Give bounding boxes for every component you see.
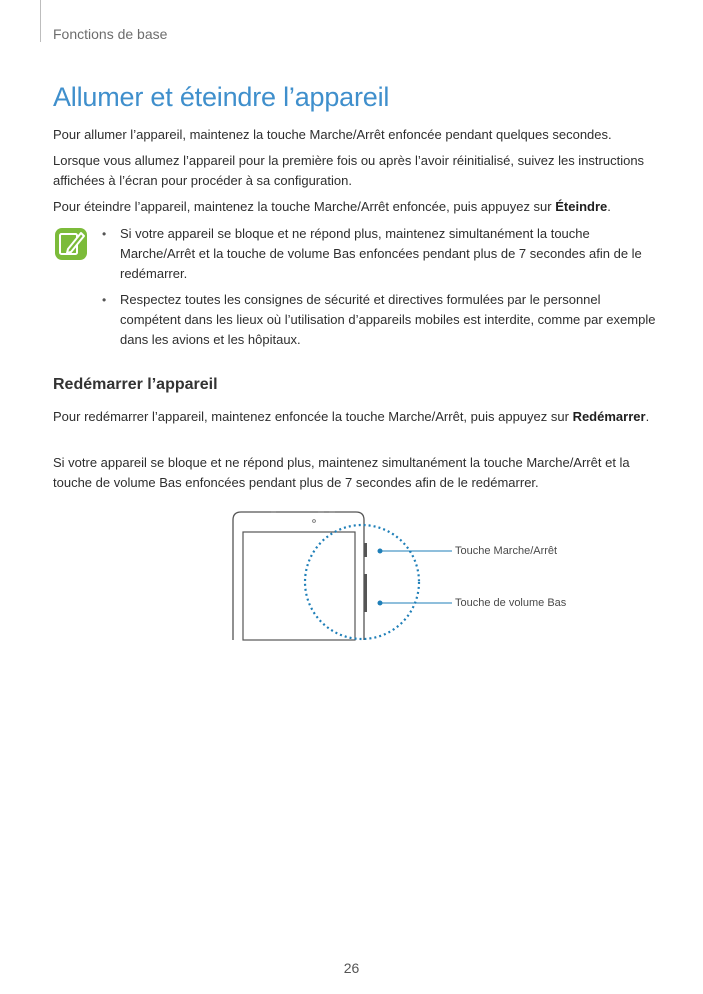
intro-p3-suffix: . (607, 199, 611, 214)
intro-paragraph-2: Lorsque vous allumez l’appareil pour la première fois ou après l’avoir réinitialisé, suivez les instructions affichées à l’écran pour procéder à sa configuration. (53, 153, 645, 188)
restart-p1-prefix: Pour redémarrer l’appareil, maintenez enfoncée la touche Marche/Arrêt, puis appuyez sur (53, 409, 573, 424)
note-item-text: Si votre appareil se bloque et ne répond plus, maintenez simultanément la touche Marche/Arrêt et la touche de volume Bas enfoncées pendant plus de 7 secondes afin de le redémarrer. (120, 226, 642, 281)
section-header: Fonctions de base (53, 26, 168, 42)
restart-heading: Redémarrer l’appareil (53, 376, 218, 393)
intro-p3-prefix: Pour éteindre l’appareil, maintenez la touche Marche/Arrêt enfoncée, puis appuyez sur (53, 199, 556, 214)
device-illustration (228, 506, 588, 646)
intro-paragraph-1: Pour allumer l’appareil, maintenez la touche Marche/Arrêt enfoncée pendant quelques secondes. (53, 127, 612, 142)
note-pencil-icon (54, 227, 88, 261)
intro-p3-bold: Éteindre (555, 199, 608, 214)
restart-paragraph-2: Si votre appareil se bloque et ne répond plus, maintenez simultanément la touche Marche/Arrêt et la touche de volume Bas enfoncées pendant plus de 7 secondes afin de le redémarrer. (53, 455, 630, 490)
restart-paragraph-1 (53, 407, 653, 427)
page-number: 26 (343, 960, 360, 976)
note-item-1 (102, 224, 662, 284)
restart-p1-bold: Redémarrer (572, 409, 646, 424)
callout-power-key: Touche Marche/Arrêt (455, 545, 558, 557)
bullet-dot: • (102, 227, 107, 241)
callout-volume-down-key: Touche de volume Bas (455, 597, 567, 609)
note-item-2 (102, 290, 662, 350)
note-item-text: Respectez toutes les consignes de sécurité et directives formulées par le personnel compétent dans les lieux où l’utilisation d’appareils mobiles est interdite, comme par exemple dans les avions et les hôpitaux. (120, 292, 656, 347)
restart-p1-suffix: . (645, 409, 650, 424)
header-rule (40, 0, 41, 42)
intro-paragraph-3 (53, 197, 653, 217)
note-list (102, 224, 662, 356)
page-title: Allumer et éteindre l’appareil (53, 82, 390, 112)
bullet-dot: • (102, 293, 107, 307)
